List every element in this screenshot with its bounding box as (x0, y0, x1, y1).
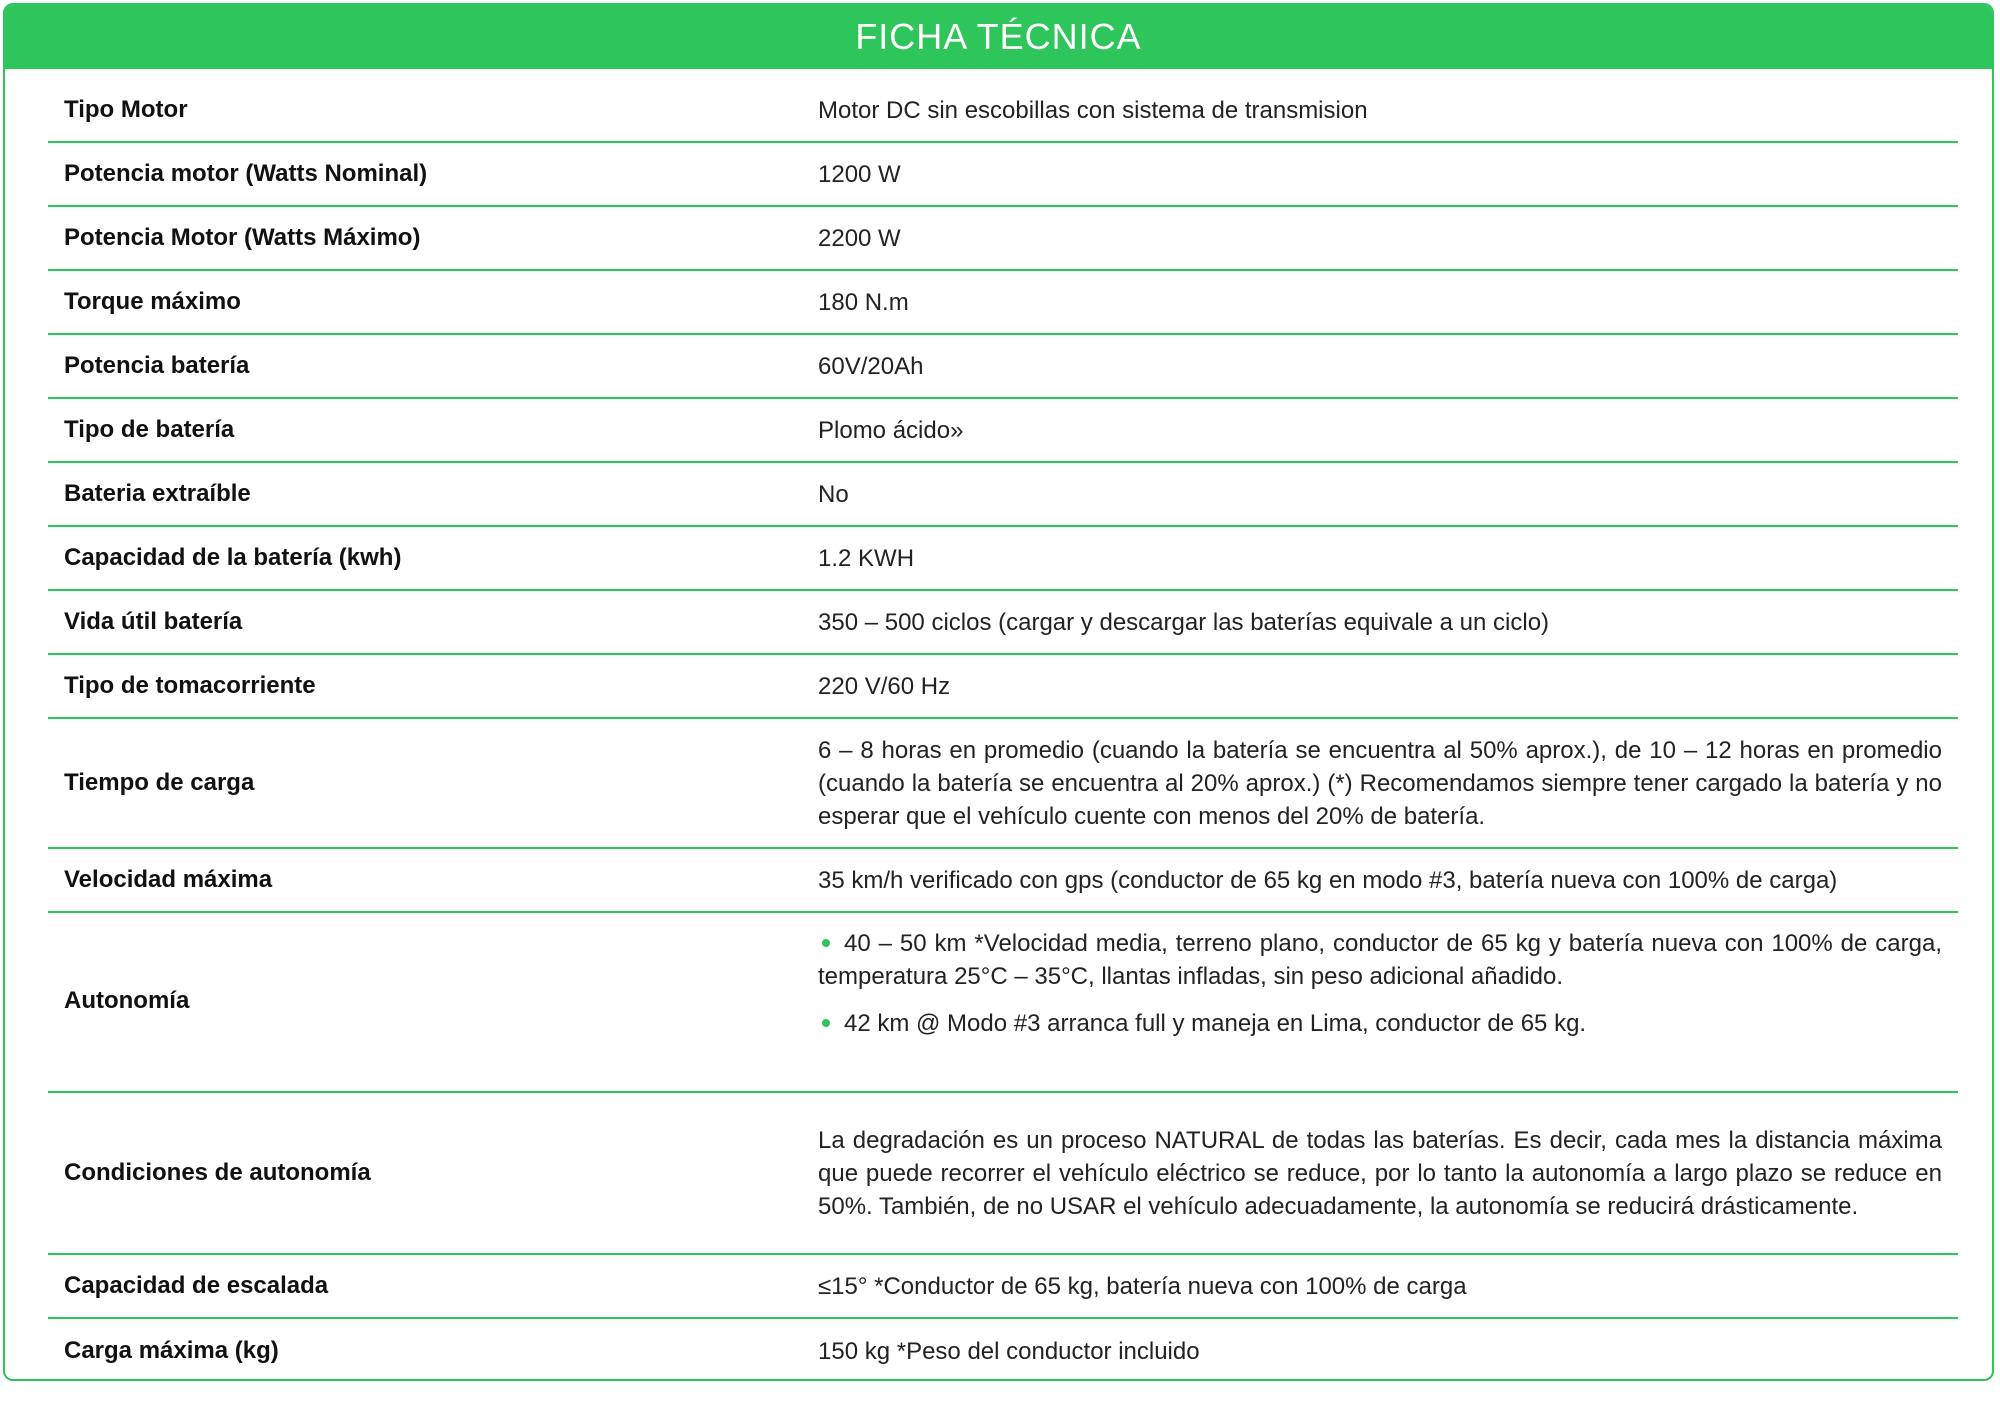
spec-label: Tipo de tomacorriente (64, 672, 316, 699)
bullet-text: 40 – 50 km *Velocidad media, terreno plano, conductor de 65 kg y batería nueva con 100% de carga, temperatura 25°C – 35°C, llantas infladas, sin peso adicional añadido. (818, 930, 1942, 990)
spec-value: Motor DC sin escobillas con sistema de transmision (818, 96, 1368, 124)
spec-label: Bateria extraíble (64, 480, 251, 507)
autonomy-bullet-list (818, 927, 1942, 1040)
page-title: FICHA TÉCNICA (855, 16, 1142, 57)
spec-label: Tiempo de carga (64, 769, 255, 796)
spec-row-autonomy-conditions (48, 1093, 1958, 1255)
spec-row-nominal-power (48, 143, 1958, 207)
spec-row-charge-time (48, 719, 1958, 849)
spec-sheet-card (3, 3, 1994, 1381)
list-item (818, 1007, 1942, 1040)
spec-value: 150 kg *Peso del conductor incluido (818, 1337, 1200, 1365)
spec-label: Potencia batería (64, 352, 250, 379)
bullet-dot-icon (822, 1019, 830, 1027)
spec-sheet-header (5, 5, 1992, 69)
spec-value: 2200 W (818, 224, 901, 252)
spec-label: Autonomía (64, 987, 190, 1014)
spec-label: Carga máxima (kg) (64, 1337, 279, 1364)
spec-label: Torque máximo (64, 288, 241, 315)
bullet-text: 42 km @ Modo #3 arranca full y maneja en Lima, conductor de 65 kg. (844, 1010, 1587, 1037)
spec-row-max-load (48, 1319, 1958, 1381)
spec-value: No (818, 480, 849, 508)
spec-row-battery-type (48, 399, 1958, 463)
spec-value: 1.2 KWH (818, 544, 915, 572)
spec-label: Velocidad máxima (64, 866, 273, 893)
spec-value: 350 – 500 ciclos (cargar y descargar las baterías equivale a un ciclo) (818, 608, 1550, 636)
spec-row-max-power (48, 207, 1958, 271)
spec-label: Vida útil batería (64, 608, 243, 635)
spec-row-removable-battery (48, 463, 1958, 527)
spec-row-battery-power (48, 335, 1958, 399)
spec-label: Potencia Motor (Watts Máximo) (64, 224, 421, 251)
spec-row-battery-life (48, 591, 1958, 655)
spec-row-motor-type (48, 79, 1958, 143)
spec-value: 1200 W (818, 160, 901, 188)
spec-table (48, 79, 1958, 1381)
spec-label: Condiciones de autonomía (64, 1159, 371, 1186)
spec-value: 180 N.m (818, 288, 909, 316)
spec-label: Capacidad de escalada (64, 1272, 329, 1299)
spec-value: 35 km/h verificado con gps (conductor de 65 kg en modo #3, batería nueva con 100% de carga) (818, 866, 1838, 894)
spec-row-max-speed (48, 849, 1958, 913)
spec-value (818, 927, 1958, 1040)
spec-value: 220 V/60 Hz (818, 672, 951, 700)
spec-value: 6 – 8 horas en promedio (cuando la batería se encuentra al 50% aprox.), de 10 – 12 horas en promedio (cuando la batería se encuentra al 20% aprox.) (*) Recomendamos siempre tener cargado la batería y no esperar que el vehículo cuente con menos del 20% de batería. (818, 736, 1942, 830)
spec-row-battery-capacity (48, 527, 1958, 591)
bullet-dot-icon (822, 939, 830, 947)
spec-value: 60V/20Ah (818, 352, 924, 380)
list-item (818, 927, 1942, 993)
spec-row-autonomy (48, 913, 1958, 1093)
spec-value: La degradación es un proceso NATURAL de todas las baterías. Es decir, cada mes la distancia máxima que puede recorrer el vehículo eléctrico se reduce, por lo tanto la autonomía a largo plazo se reduce en 50%. También, de no USAR el vehículo adecuadamente, la autonomía se reducirá drásticamente. (818, 1126, 1942, 1220)
spec-label: Tipo de batería (64, 416, 235, 443)
spec-row-climbing (48, 1255, 1958, 1319)
spec-label: Potencia motor (Watts Nominal) (64, 160, 428, 187)
spec-value: ≤15° *Conductor de 65 kg, batería nueva con 100% de carga (818, 1272, 1467, 1300)
spec-label: Capacidad de la batería (kwh) (64, 544, 402, 571)
spec-row-max-torque (48, 271, 1958, 335)
spec-value: Plomo ácido» (818, 416, 964, 444)
spec-row-outlet-type (48, 655, 1958, 719)
spec-label: Tipo Motor (64, 96, 188, 123)
